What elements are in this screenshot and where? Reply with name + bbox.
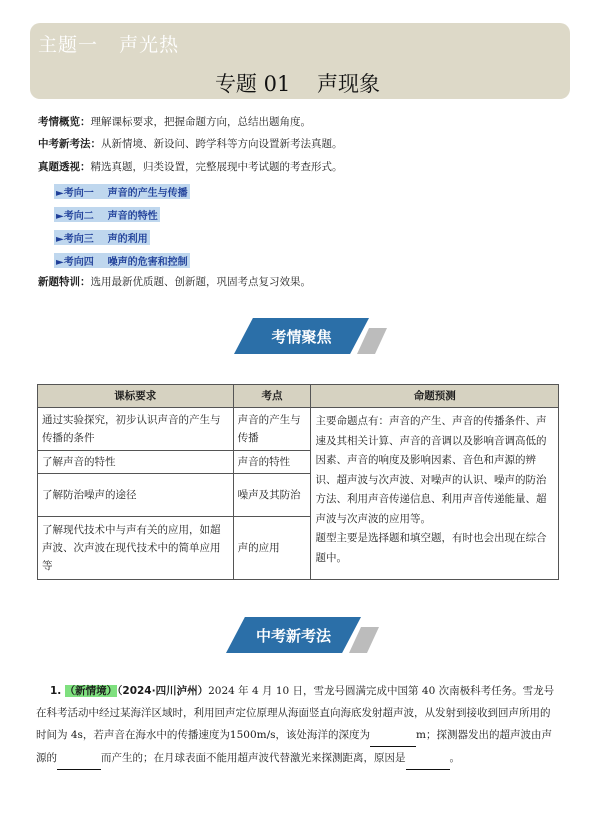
intro-real-questions [38, 161, 343, 174]
page-title: 专题 01 声现象 [214, 72, 381, 96]
table-cell-point: 声音的特性 [233, 451, 311, 474]
prediction-text-2: 题型主要是选择题和填空题，有时也会出现在综合题中。 [315, 532, 547, 564]
table-cell-point: 声音的产生与传播 [233, 408, 311, 451]
prediction-text-1: 主要命题点有：声音的产生、声音的传播条件、声速及其相关计算、声音的音调以及影响音调高低的因素、声音的响度及影响因素、音色和声源的辨识、超声波与次声波、对噪声的认识、噪声的防治方法、利用声音传递信息、利用声音传递能量、超声波与次声波的应用等。 [315, 415, 547, 525]
table-cell-req: 通过实验探究，初步认识声音的产生与传播的条件 [38, 408, 234, 451]
exam-focus-ribbon [234, 318, 369, 354]
table-cell-req: 了解防治噪声的途径 [38, 474, 234, 517]
question-1 [36, 680, 560, 770]
table-cell-point: 声的应用 [233, 517, 311, 580]
intro-new-method-text: 从新情境、新设问、跨学科等方向设置新考法真题。 [101, 138, 343, 150]
table-cell-prediction [311, 408, 559, 580]
link-direction-3[interactable]: ►考向三 声的利用 [54, 230, 150, 245]
table-header-point: 考点 [233, 385, 311, 408]
intro-overview-text: 理解课标要求，把握命题方向，总结出题角度。 [90, 116, 311, 128]
question-source: （2024·四川泸州） [117, 685, 209, 697]
table-cell-req: 了解现代技术中与声有关的应用，如超声波、次声波在现代技术中的简单应用等 [38, 517, 234, 580]
intro-new-questions-text: 选用最新优质题、创新题，巩固考点复习效果。 [90, 276, 311, 288]
question-end: 。 [449, 752, 460, 764]
intro-new-method-label: 中考新考法： [38, 138, 101, 150]
intro-new-questions [38, 276, 311, 289]
table-row [38, 408, 559, 451]
link-direction-2[interactable]: ►考向二 声音的特性 [54, 207, 160, 222]
question-unit: m；探测器发出的超声波由声源的 [36, 729, 552, 764]
curriculum-table [37, 384, 559, 580]
intro-new-method [38, 138, 343, 151]
link-direction-4[interactable]: ►考向四 噪声的危害和控制 [54, 253, 190, 268]
section-title: 主题一 声光热 [38, 34, 180, 56]
ribbon-label: 考情聚焦 [271, 328, 332, 346]
intro-real-questions-label: 真题透视： [38, 161, 91, 173]
table-header-req: 课标要求 [38, 385, 234, 408]
table-cell-req: 了解声音的特性 [38, 451, 234, 474]
question-text-1: 2024 年 4 月 10 日，雪龙号圆满完成中国第 40 次南极科考任务。雪龙号在科考活动中经过某海洋区域时，利用回声定位原理从海面竖直向海底发射超声波，从发射到接收到回声所用的时间为 4s，若声音在海水中的传播速度为1500m/s，该处海洋的深度为 [36, 685, 555, 741]
link-direction-1[interactable]: ►考向一 声音的产生与传播 [54, 184, 190, 199]
table-header-row [38, 385, 559, 408]
question-number: 1. [50, 685, 62, 697]
answer-blank-vibration[interactable] [57, 747, 101, 770]
intro-new-questions-label: 新题特训： [38, 276, 91, 288]
answer-blank-reason[interactable] [406, 747, 450, 770]
ribbon-label: 中考新考法 [255, 627, 331, 645]
question-tag: （新情境） [64, 685, 118, 697]
intro-overview [38, 116, 311, 129]
answer-blank-depth[interactable] [370, 724, 416, 747]
question-text-2: 而产生的；在月球表面不能用超声波代替激光来探测距离，原因是 [101, 752, 406, 764]
new-method-ribbon [226, 617, 361, 653]
intro-real-questions-text: 精选真题，归类设置，完整展现中考试题的考查形式。 [90, 161, 343, 173]
table-cell-point: 噪声及其防治 [233, 474, 311, 517]
intro-overview-label: 考情概览： [38, 116, 91, 128]
table-header-prediction: 命题预测 [311, 385, 559, 408]
